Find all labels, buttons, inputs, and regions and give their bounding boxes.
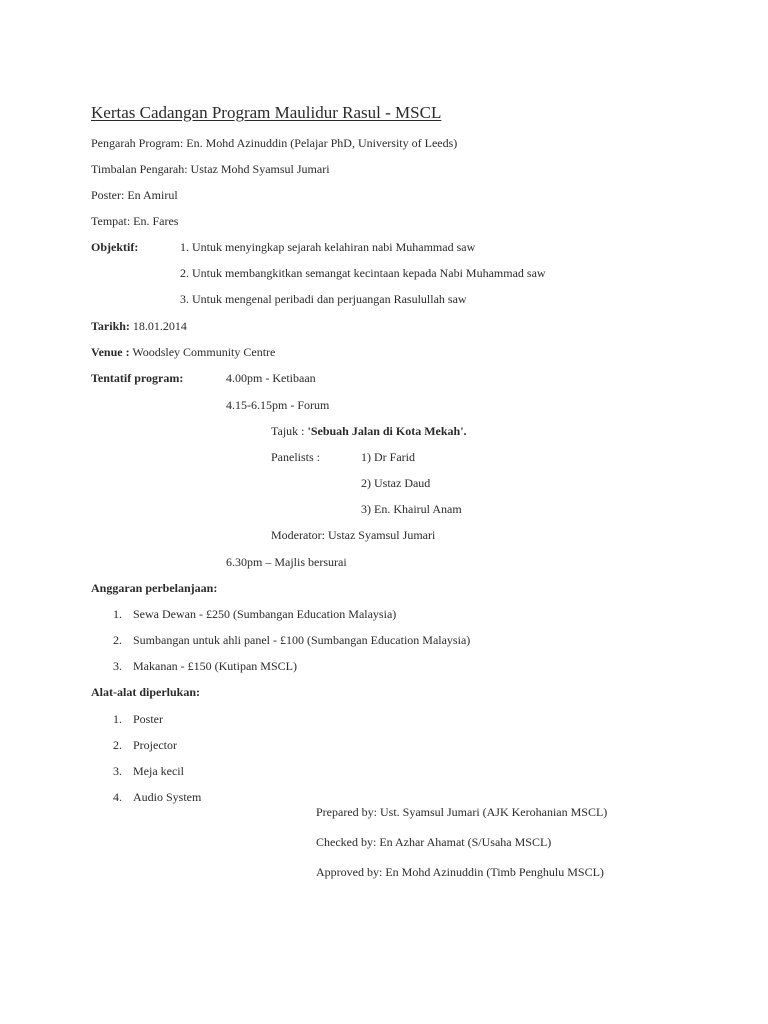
prepared-by-line: Prepared by: Ust. Syamsul Jumari (AJK Kerohanian MSCL) bbox=[316, 805, 608, 819]
objective-item: 1. Untuk menyingkap sejarah kelahiran nabi Muhammad saw bbox=[180, 240, 476, 254]
panelist-item: 1) Dr Farid bbox=[361, 450, 415, 464]
list-number: 4. bbox=[113, 790, 122, 804]
list-text: Meja kecil bbox=[133, 764, 184, 778]
panelist-item: 2) Ustaz Daud bbox=[361, 476, 431, 490]
list-text: Projector bbox=[133, 738, 177, 752]
tentative-label: Tentatif program: bbox=[91, 371, 184, 385]
date-label: Tarikh: bbox=[91, 319, 130, 333]
list-number: 3. bbox=[113, 764, 122, 778]
venue-label: Venue : bbox=[91, 345, 130, 359]
panelists-label: Panelists : bbox=[271, 450, 321, 464]
list-text: Sewa Dewan - £250 (Sumbangan Education Malaysia) bbox=[133, 607, 397, 621]
equipment-item bbox=[113, 713, 163, 725]
objectives-label: Objektif: bbox=[91, 240, 139, 254]
list-number: 2. bbox=[113, 633, 122, 647]
list-number: 2. bbox=[113, 738, 122, 752]
schedule-arrival: 4.00pm - Ketibaan bbox=[226, 371, 316, 385]
poster-line: Poster: En Amirul bbox=[91, 188, 178, 202]
equipment-item bbox=[113, 765, 184, 777]
program-director-line: Pengarah Program: En. Mohd Azinuddin (Pelajar PhD, University of Leeds) bbox=[91, 136, 458, 150]
panelist-item: 3) En. Khairul Anam bbox=[361, 502, 462, 516]
date-line bbox=[91, 320, 187, 332]
forum-topic-line bbox=[271, 425, 467, 437]
objective-item: 3. Untuk mengenal peribadi dan perjuangan Rasulullah saw bbox=[180, 292, 467, 306]
equipment-label: Alat-alat diperlukan: bbox=[91, 685, 201, 699]
budget-item bbox=[113, 634, 470, 646]
objective-item: 2. Untuk membangkitkan semangat kecintaan kepada Nabi Muhammad saw bbox=[180, 266, 546, 280]
list-number: 3. bbox=[113, 659, 122, 673]
schedule-forum: 4.15-6.15pm - Forum bbox=[226, 398, 330, 412]
list-text: Makanan - £150 (Kutipan MSCL) bbox=[133, 659, 297, 673]
approved-by-line: Approved by: En Mohd Azinuddin (Timb Penghulu MSCL) bbox=[316, 865, 604, 879]
budget-item bbox=[113, 608, 396, 620]
schedule-dismissal: 6.30pm – Majlis bersurai bbox=[226, 555, 347, 569]
moderator-line: Moderator: Ustaz Syamsul Jumari bbox=[271, 528, 436, 542]
document-title: Kertas Cadangan Program Maulidur Rasul - MSCL bbox=[91, 103, 442, 122]
list-number: 1. bbox=[113, 712, 122, 726]
date-value: 18.01.2014 bbox=[132, 319, 187, 333]
venue-person-line: Tempat: En. Fares bbox=[91, 214, 179, 228]
budget-label: Anggaran perbelanjaan: bbox=[91, 581, 218, 595]
list-number: 1. bbox=[113, 607, 122, 621]
topic-value: 'Sebuah Jalan di Kota Mekah'. bbox=[307, 424, 467, 438]
budget-item bbox=[113, 660, 297, 672]
venue-value: Woodsley Community Centre bbox=[132, 345, 276, 359]
checked-by-line: Checked by: En Azhar Ahamat (S/Usaha MSCL) bbox=[316, 835, 552, 849]
equipment-item bbox=[113, 791, 201, 803]
topic-label: Tajuk : bbox=[271, 424, 305, 438]
equipment-item bbox=[113, 739, 177, 751]
list-text: Audio System bbox=[133, 790, 202, 804]
venue-line bbox=[91, 346, 275, 358]
list-text: Poster bbox=[133, 712, 163, 726]
deputy-director-line: Timbalan Pengarah: Ustaz Mohd Syamsul Jumari bbox=[91, 162, 330, 176]
list-text: Sumbangan untuk ahli panel - £100 (Sumbangan Education Malaysia) bbox=[133, 633, 471, 647]
